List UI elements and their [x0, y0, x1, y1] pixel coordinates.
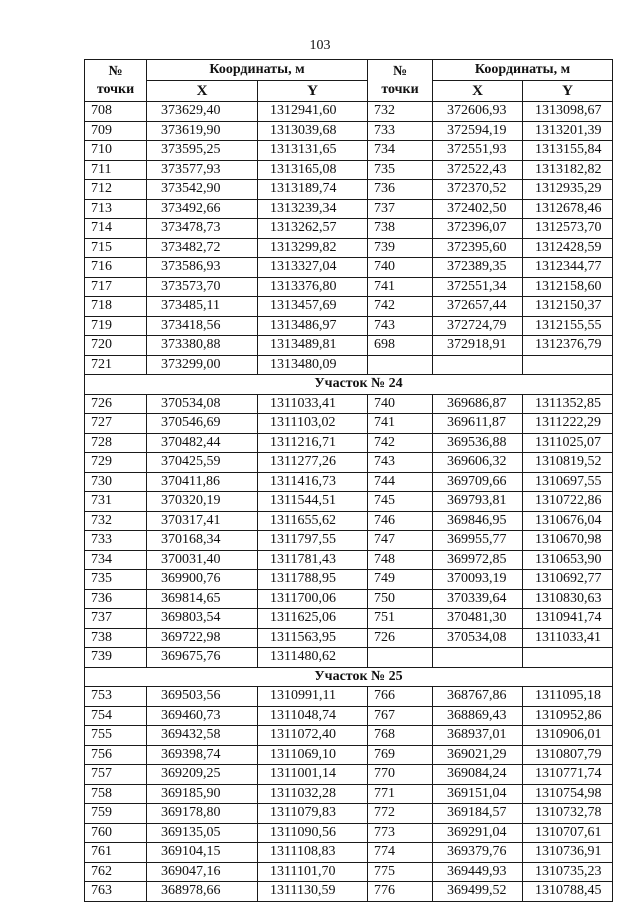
point-number-cell: 758	[85, 784, 147, 804]
x-coordinate-cell: 372370,52	[433, 180, 523, 200]
point-number-cell: 729	[85, 453, 147, 473]
y-coordinate-cell: 1311216,71	[258, 433, 368, 453]
y-coordinate-cell: 1310670,98	[523, 531, 613, 551]
point-number-cell: 770	[368, 765, 433, 785]
point-number-cell: 719	[85, 316, 147, 336]
x-coordinate-cell: 368937,01	[433, 726, 523, 746]
point-number-cell: 746	[368, 511, 433, 531]
x-coordinate-cell: 370482,44	[147, 433, 258, 453]
y-header-right: Y	[523, 81, 613, 102]
table-row	[85, 609, 613, 629]
x-coordinate-cell: 370093,19	[433, 570, 523, 590]
y-coordinate-cell: 1310722,86	[523, 492, 613, 512]
table-row	[85, 648, 613, 668]
y-coordinate-cell: 1312150,37	[523, 297, 613, 317]
x-coordinate-cell: 370031,40	[147, 550, 258, 570]
table-row	[85, 433, 613, 453]
point-number-cell: 737	[85, 609, 147, 629]
table-row	[85, 823, 613, 843]
point-number-cell: 711	[85, 160, 147, 180]
y-coordinate-cell: 1311033,41	[523, 628, 613, 648]
y-coordinate-cell	[523, 648, 613, 668]
x-coordinate-cell: 372724,79	[433, 316, 523, 336]
table-row	[85, 687, 613, 707]
x-coordinate-cell: 372402,50	[433, 199, 523, 219]
table-row	[85, 160, 613, 180]
y-coordinate-cell: 1312573,70	[523, 219, 613, 239]
table-subheader-row	[85, 81, 613, 102]
x-coordinate-cell: 373492,66	[147, 199, 258, 219]
y-coordinate-cell: 1311130,59	[258, 882, 368, 902]
point-number-cell: 717	[85, 277, 147, 297]
point-number-cell: 772	[368, 804, 433, 824]
x-header-left: X	[147, 81, 258, 102]
table-row	[85, 258, 613, 278]
point-number-cell: 736	[85, 589, 147, 609]
point-number-cell: 733	[85, 531, 147, 551]
point-number-cell: 708	[85, 102, 147, 122]
point-number-cell: 738	[368, 219, 433, 239]
point-number-cell: 767	[368, 706, 433, 726]
point-number-cell: 776	[368, 882, 433, 902]
x-coordinate-cell: 372389,35	[433, 258, 523, 278]
point-number-cell: 728	[85, 433, 147, 453]
point-number-cell: 726	[85, 394, 147, 414]
x-coordinate-cell: 369793,81	[433, 492, 523, 512]
y-coordinate-cell: 1312678,46	[523, 199, 613, 219]
point-number-cell: 738	[85, 628, 147, 648]
table-row	[85, 102, 613, 122]
x-coordinate-cell: 368767,86	[433, 687, 523, 707]
x-coordinate-cell: 372606,93	[433, 102, 523, 122]
point-number-cell: 730	[85, 472, 147, 492]
table-row	[85, 843, 613, 863]
x-coordinate-cell	[433, 648, 523, 668]
y-coordinate-cell: 1312376,79	[523, 336, 613, 356]
y-coordinate-cell: 1310771,74	[523, 765, 613, 785]
point-number-cell: 741	[368, 414, 433, 434]
point-number-cell: 760	[85, 823, 147, 843]
y-coordinate-cell: 1310697,55	[523, 472, 613, 492]
table-row	[85, 628, 613, 648]
point-number-cell: 750	[368, 589, 433, 609]
point-number-cell: 716	[85, 258, 147, 278]
y-coordinate-cell: 1311480,62	[258, 648, 368, 668]
y-coordinate-cell: 1313376,80	[258, 277, 368, 297]
table-row	[85, 219, 613, 239]
x-coordinate-cell: 369503,56	[147, 687, 258, 707]
table-row	[85, 589, 613, 609]
point-number-cell: 726	[368, 628, 433, 648]
x-coordinate-cell: 369084,24	[433, 765, 523, 785]
point-number-cell: 734	[85, 550, 147, 570]
x-coordinate-cell: 369900,76	[147, 570, 258, 590]
table-row	[85, 550, 613, 570]
y-coordinate-cell: 1313039,68	[258, 121, 368, 141]
table-row	[85, 316, 613, 336]
y-coordinate-cell: 1311108,83	[258, 843, 368, 863]
y-coordinate-cell: 1310707,61	[523, 823, 613, 843]
section-header-row	[85, 375, 613, 395]
y-coordinate-cell: 1310788,45	[523, 882, 613, 902]
y-coordinate-cell	[523, 355, 613, 375]
point-number-cell: 710	[85, 141, 147, 161]
x-coordinate-cell: 373573,70	[147, 277, 258, 297]
x-coordinate-cell: 369184,57	[433, 804, 523, 824]
x-coordinate-cell: 369047,16	[147, 862, 258, 882]
x-coordinate-cell: 369460,73	[147, 706, 258, 726]
table-row	[85, 706, 613, 726]
x-coordinate-cell: 370425,59	[147, 453, 258, 473]
point-number-cell: 736	[368, 180, 433, 200]
point-label: точки	[381, 81, 419, 97]
y-coordinate-cell: 1313189,74	[258, 180, 368, 200]
y-coordinate-cell: 1313165,08	[258, 160, 368, 180]
point-number-cell: 721	[85, 355, 147, 375]
y-coordinate-cell: 1311079,83	[258, 804, 368, 824]
table-row	[85, 336, 613, 356]
y-coordinate-cell: 1312935,29	[523, 180, 613, 200]
point-number-cell: 742	[368, 297, 433, 317]
y-header-left: Y	[258, 81, 368, 102]
point-number-cell: 775	[368, 862, 433, 882]
x-coordinate-cell: 369209,25	[147, 765, 258, 785]
y-coordinate-cell: 1313201,39	[523, 121, 613, 141]
x-coordinate-cell: 370320,19	[147, 492, 258, 512]
table-row	[85, 784, 613, 804]
coordinates-header-left: Координаты, м	[147, 60, 368, 81]
table-row	[85, 882, 613, 902]
y-coordinate-cell: 1310754,98	[523, 784, 613, 804]
point-number-cell	[368, 648, 433, 668]
x-coordinate-cell: 370534,08	[147, 394, 258, 414]
point-number-cell: 766	[368, 687, 433, 707]
y-coordinate-cell: 1312428,59	[523, 238, 613, 258]
x-coordinate-cell: 373629,40	[147, 102, 258, 122]
point-number-cell: 769	[368, 745, 433, 765]
x-coordinate-cell: 373380,88	[147, 336, 258, 356]
point-number-cell: 748	[368, 550, 433, 570]
table-row	[85, 121, 613, 141]
x-coordinate-cell: 369499,52	[433, 882, 523, 902]
x-coordinate-cell: 370546,69	[147, 414, 258, 434]
point-number-cell: 742	[368, 433, 433, 453]
table-row	[85, 804, 613, 824]
point-number-cell: 753	[85, 687, 147, 707]
y-coordinate-cell: 1310735,23	[523, 862, 613, 882]
y-coordinate-cell: 1311072,40	[258, 726, 368, 746]
table-row	[85, 765, 613, 785]
y-coordinate-cell: 1310906,01	[523, 726, 613, 746]
y-coordinate-cell: 1311700,06	[258, 589, 368, 609]
x-coordinate-cell: 370168,34	[147, 531, 258, 551]
x-coordinate-cell: 370339,64	[433, 589, 523, 609]
point-number-cell: 720	[85, 336, 147, 356]
table-row	[85, 453, 613, 473]
y-coordinate-cell: 1310736,91	[523, 843, 613, 863]
x-coordinate-cell: 373577,93	[147, 160, 258, 180]
table-row	[85, 862, 613, 882]
y-coordinate-cell: 1312344,77	[523, 258, 613, 278]
x-coordinate-cell: 370481,30	[433, 609, 523, 629]
point-number-cell: 735	[85, 570, 147, 590]
x-coordinate-cell: 373595,25	[147, 141, 258, 161]
y-coordinate-cell: 1313486,97	[258, 316, 368, 336]
point-number-cell: 743	[368, 453, 433, 473]
x-coordinate-cell: 372395,60	[433, 238, 523, 258]
y-coordinate-cell: 1311352,85	[523, 394, 613, 414]
point-number-cell: 727	[85, 414, 147, 434]
point-number-cell: 757	[85, 765, 147, 785]
x-coordinate-cell: 372918,91	[433, 336, 523, 356]
point-number-cell: 714	[85, 219, 147, 239]
y-coordinate-cell: 1310653,90	[523, 550, 613, 570]
x-coordinate-cell: 369536,88	[433, 433, 523, 453]
x-coordinate-cell: 373482,72	[147, 238, 258, 258]
number-sign-label: №	[392, 63, 408, 79]
y-coordinate-cell: 1311277,26	[258, 453, 368, 473]
y-coordinate-cell: 1310952,86	[523, 706, 613, 726]
y-coordinate-cell: 1311101,70	[258, 862, 368, 882]
y-coordinate-cell: 1311788,95	[258, 570, 368, 590]
x-coordinate-cell: 372396,07	[433, 219, 523, 239]
x-coordinate-cell: 369135,05	[147, 823, 258, 843]
point-number-cell: 712	[85, 180, 147, 200]
y-coordinate-cell: 1311090,56	[258, 823, 368, 843]
x-coordinate-cell: 372594,19	[433, 121, 523, 141]
point-number-cell: 751	[368, 609, 433, 629]
y-coordinate-cell: 1310991,11	[258, 687, 368, 707]
x-coordinate-cell: 369972,85	[433, 550, 523, 570]
point-number-cell: 745	[368, 492, 433, 512]
table-row	[85, 238, 613, 258]
y-coordinate-cell: 1313489,81	[258, 336, 368, 356]
x-coordinate-cell: 369151,04	[433, 784, 523, 804]
point-number-cell: 747	[368, 531, 433, 551]
x-coordinate-cell: 373418,56	[147, 316, 258, 336]
x-coordinate-cell: 369846,95	[433, 511, 523, 531]
coordinates-header-right: Координаты, м	[433, 60, 613, 81]
y-coordinate-cell: 1311001,14	[258, 765, 368, 785]
x-coordinate-cell: 369104,15	[147, 843, 258, 863]
point-number-cell: 698	[368, 336, 433, 356]
page-number: 103	[309, 38, 331, 53]
section-title: Участок № 25	[85, 667, 613, 687]
point-number-cell: 715	[85, 238, 147, 258]
table-row	[85, 355, 613, 375]
y-coordinate-cell: 1311032,28	[258, 784, 368, 804]
x-coordinate-cell: 372522,43	[433, 160, 523, 180]
y-coordinate-cell: 1313098,67	[523, 102, 613, 122]
point-number-cell: 756	[85, 745, 147, 765]
y-coordinate-cell: 1311416,73	[258, 472, 368, 492]
y-coordinate-cell: 1311781,43	[258, 550, 368, 570]
y-coordinate-cell: 1311069,10	[258, 745, 368, 765]
point-number-cell	[368, 355, 433, 375]
table-row	[85, 414, 613, 434]
y-coordinate-cell: 1313262,57	[258, 219, 368, 239]
table-row	[85, 180, 613, 200]
y-coordinate-cell: 1313480,09	[258, 355, 368, 375]
y-coordinate-cell: 1310819,52	[523, 453, 613, 473]
table-row	[85, 492, 613, 512]
point-number-header-left	[85, 60, 147, 102]
table-row	[85, 745, 613, 765]
table-row	[85, 199, 613, 219]
x-coordinate-cell: 373299,00	[147, 355, 258, 375]
x-coordinate-cell: 369178,80	[147, 804, 258, 824]
x-coordinate-cell: 373619,90	[147, 121, 258, 141]
x-coordinate-cell: 372657,44	[433, 297, 523, 317]
point-number-cell: 733	[368, 121, 433, 141]
y-coordinate-cell: 1310830,63	[523, 589, 613, 609]
point-number-cell: 734	[368, 141, 433, 161]
y-coordinate-cell: 1310692,77	[523, 570, 613, 590]
point-number-cell: 731	[85, 492, 147, 512]
point-number-cell: 732	[85, 511, 147, 531]
y-coordinate-cell: 1311048,74	[258, 706, 368, 726]
point-number-cell: 718	[85, 297, 147, 317]
y-coordinate-cell: 1312155,55	[523, 316, 613, 336]
point-number-cell: 735	[368, 160, 433, 180]
x-coordinate-cell: 369722,98	[147, 628, 258, 648]
number-sign-label: №	[108, 63, 123, 79]
x-coordinate-cell: 369606,32	[433, 453, 523, 473]
point-number-cell: 740	[368, 258, 433, 278]
point-label: точки	[96, 81, 135, 97]
x-coordinate-cell: 369955,77	[433, 531, 523, 551]
coordinates-table	[84, 59, 613, 902]
y-coordinate-cell: 1311033,41	[258, 394, 368, 414]
x-coordinate-cell: 369449,93	[433, 862, 523, 882]
x-coordinate-cell: 369611,87	[433, 414, 523, 434]
point-number-cell: 737	[368, 199, 433, 219]
point-number-cell: 740	[368, 394, 433, 414]
table-row	[85, 394, 613, 414]
point-number-cell: 713	[85, 199, 147, 219]
x-coordinate-cell: 370411,86	[147, 472, 258, 492]
table-row	[85, 531, 613, 551]
y-coordinate-cell: 1313155,84	[523, 141, 613, 161]
table-row	[85, 511, 613, 531]
x-coordinate-cell: 373542,90	[147, 180, 258, 200]
point-number-cell: 773	[368, 823, 433, 843]
point-number-cell: 741	[368, 277, 433, 297]
x-coordinate-cell: 373485,11	[147, 297, 258, 317]
table-row	[85, 141, 613, 161]
section-header-row	[85, 667, 613, 687]
point-number-cell: 768	[368, 726, 433, 746]
x-coordinate-cell: 369432,58	[147, 726, 258, 746]
x-coordinate-cell: 369398,74	[147, 745, 258, 765]
y-coordinate-cell: 1311025,07	[523, 433, 613, 453]
x-coordinate-cell: 369814,65	[147, 589, 258, 609]
y-coordinate-cell: 1311544,51	[258, 492, 368, 512]
table-body	[85, 102, 613, 902]
x-coordinate-cell: 370534,08	[433, 628, 523, 648]
point-number-cell: 763	[85, 882, 147, 902]
point-number-cell: 771	[368, 784, 433, 804]
point-number-cell: 739	[368, 238, 433, 258]
point-number-cell: 759	[85, 804, 147, 824]
section-title: Участок № 24	[85, 375, 613, 395]
table-row	[85, 277, 613, 297]
point-number-cell: 774	[368, 843, 433, 863]
y-coordinate-cell: 1313239,34	[258, 199, 368, 219]
x-header-right: X	[433, 81, 523, 102]
y-coordinate-cell: 1313327,04	[258, 258, 368, 278]
point-number-cell: 749	[368, 570, 433, 590]
table-row	[85, 726, 613, 746]
y-coordinate-cell: 1310732,78	[523, 804, 613, 824]
x-coordinate-cell: 373478,73	[147, 219, 258, 239]
point-number-cell: 755	[85, 726, 147, 746]
point-number-cell: 744	[368, 472, 433, 492]
y-coordinate-cell: 1310941,74	[523, 609, 613, 629]
table-row	[85, 570, 613, 590]
table-row	[85, 472, 613, 492]
y-coordinate-cell: 1311103,02	[258, 414, 368, 434]
x-coordinate-cell: 369379,76	[433, 843, 523, 863]
point-number-cell: 761	[85, 843, 147, 863]
point-number-cell: 754	[85, 706, 147, 726]
y-coordinate-cell: 1311563,95	[258, 628, 368, 648]
x-coordinate-cell: 370317,41	[147, 511, 258, 531]
point-number-cell: 709	[85, 121, 147, 141]
point-number-cell: 762	[85, 862, 147, 882]
y-coordinate-cell: 1311625,06	[258, 609, 368, 629]
x-coordinate-cell	[433, 355, 523, 375]
y-coordinate-cell: 1313131,65	[258, 141, 368, 161]
point-number-cell: 732	[368, 102, 433, 122]
point-number-cell: 739	[85, 648, 147, 668]
y-coordinate-cell: 1310676,04	[523, 511, 613, 531]
x-coordinate-cell: 369709,66	[433, 472, 523, 492]
table-header-row	[85, 60, 613, 81]
x-coordinate-cell: 372551,93	[433, 141, 523, 161]
point-number-cell: 743	[368, 316, 433, 336]
x-coordinate-cell: 369021,29	[433, 745, 523, 765]
y-coordinate-cell: 1313457,69	[258, 297, 368, 317]
y-coordinate-cell: 1311095,18	[523, 687, 613, 707]
y-coordinate-cell: 1311655,62	[258, 511, 368, 531]
y-coordinate-cell: 1312158,60	[523, 277, 613, 297]
y-coordinate-cell: 1311797,55	[258, 531, 368, 551]
y-coordinate-cell: 1313182,82	[523, 160, 613, 180]
x-coordinate-cell: 369291,04	[433, 823, 523, 843]
x-coordinate-cell: 369803,54	[147, 609, 258, 629]
x-coordinate-cell: 372551,34	[433, 277, 523, 297]
y-coordinate-cell: 1312941,60	[258, 102, 368, 122]
x-coordinate-cell: 368978,66	[147, 882, 258, 902]
table-row	[85, 297, 613, 317]
point-number-header-right	[368, 60, 433, 102]
x-coordinate-cell: 369185,90	[147, 784, 258, 804]
x-coordinate-cell: 369675,76	[147, 648, 258, 668]
x-coordinate-cell: 369686,87	[433, 394, 523, 414]
y-coordinate-cell: 1311222,29	[523, 414, 613, 434]
y-coordinate-cell: 1310807,79	[523, 745, 613, 765]
x-coordinate-cell: 373586,93	[147, 258, 258, 278]
x-coordinate-cell: 368869,43	[433, 706, 523, 726]
y-coordinate-cell: 1313299,82	[258, 238, 368, 258]
